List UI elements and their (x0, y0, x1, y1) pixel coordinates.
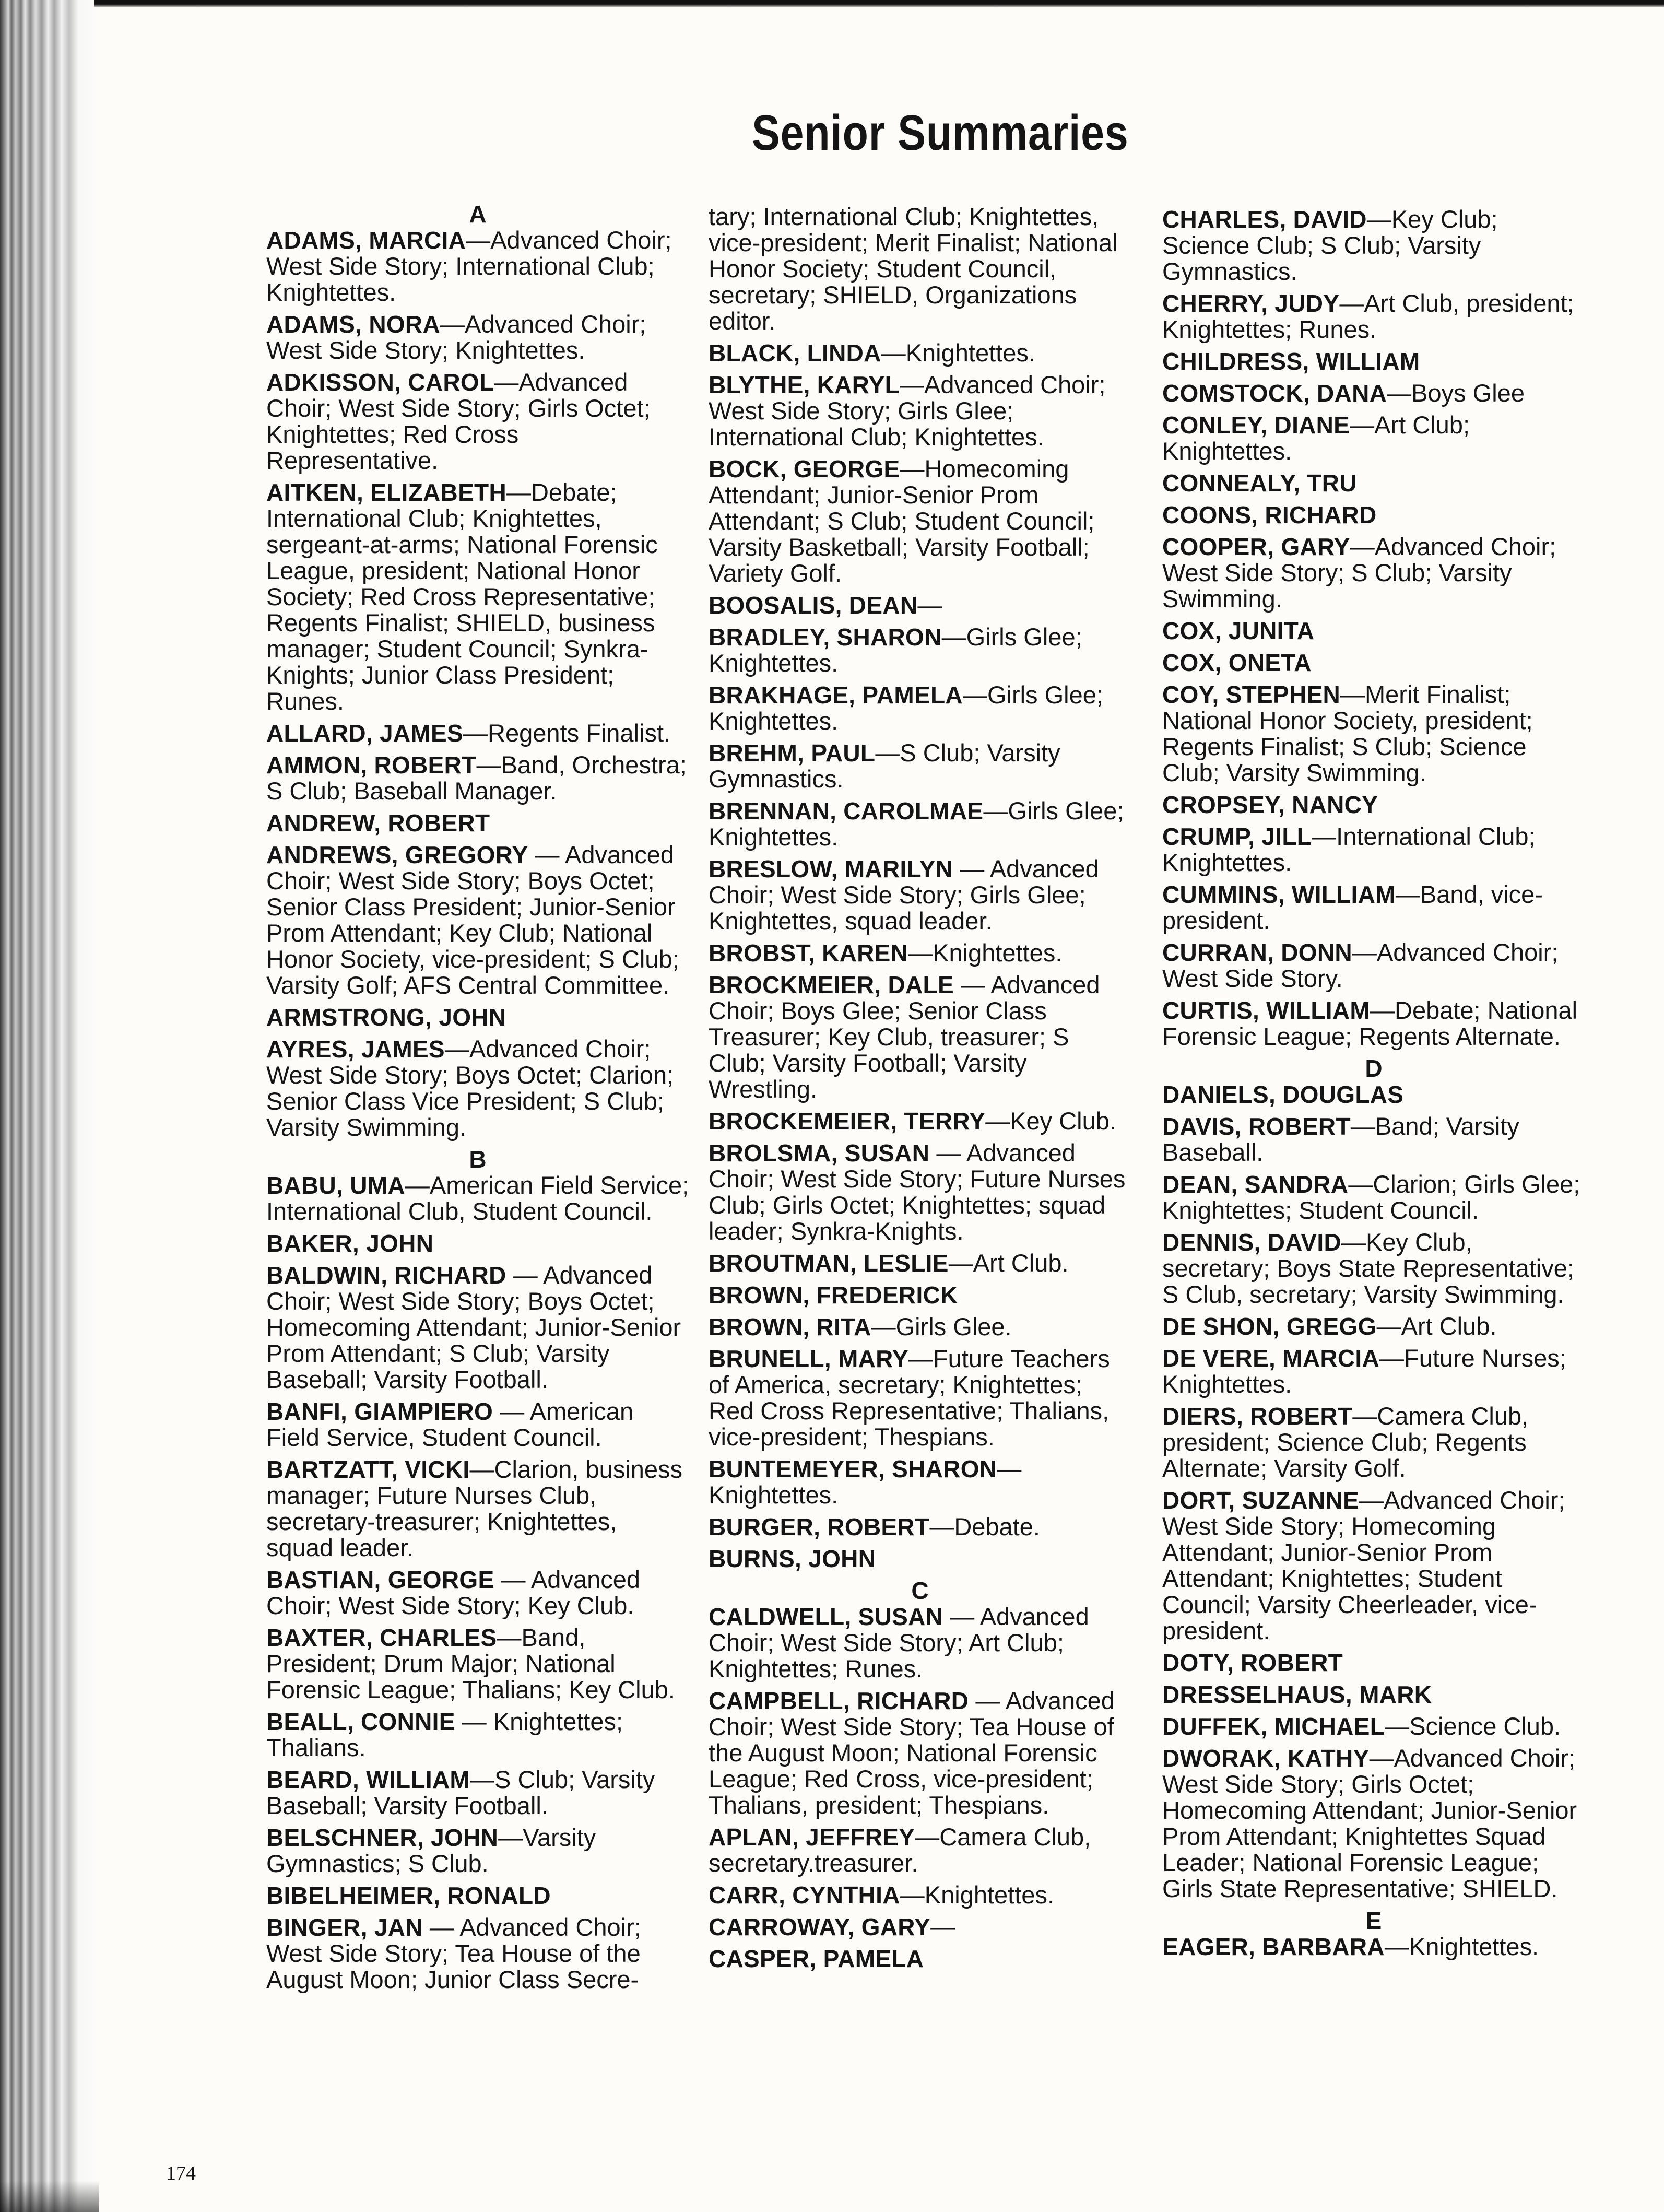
senior-activities: —Advanced Choir; West Side Story; Boys Octet; Clarion; Senior Class Vice President; S Club; Varsity Swimming. (266, 1035, 674, 1141)
top-edge-rule (94, 0, 1664, 7)
senior-name: BRADLEY, SHARON (709, 623, 942, 651)
senior-activities: —Advanced Choir; West Side Story; Homecoming Attendant; Junior-Senior Prom Attendant; Knightettes; Student Council; Varsity Cheerleader, vice-president. (1162, 1486, 1565, 1644)
senior-entry (1162, 412, 1585, 464)
senior-name: BEALL, CONNIE (266, 1708, 455, 1735)
senior-activities: —S Club; Varsity Baseball; Varsity Football. (266, 1766, 655, 1819)
senior-name: DAVIS, ROBERT (1162, 1113, 1351, 1140)
senior-name: BROBST, KAREN (709, 939, 908, 967)
senior-name: BRUNELL, MARY (709, 1345, 908, 1372)
senior-name: CARROWAY, GARY (709, 1913, 931, 1940)
senior-entry (709, 798, 1131, 850)
senior-entry (1162, 1313, 1585, 1339)
text-column-1 (266, 201, 689, 1998)
senior-entry (709, 592, 1131, 618)
senior-activities: —Advanced Choir; West Side Story; Girls Octet; Knightettes; Red Cross Representative. (266, 368, 651, 474)
senior-name: DWORAK, KATHY (1162, 1745, 1370, 1772)
senior-entry (1162, 792, 1585, 818)
section-letter: C (911, 1577, 929, 1604)
senior-entry (709, 1824, 1131, 1876)
senior-name: BIBELHEIMER, RONALD (266, 1882, 551, 1909)
page-number: 174 (166, 2162, 196, 2184)
senior-entry (266, 1709, 689, 1761)
senior-activities: — Advanced Choir; West Side Story; Boys Octet; Homecoming Attendant; Junior-Senior Prom Attendant; S Club; Varsity Baseball; Varsity Football. (266, 1261, 681, 1393)
senior-name: EAGER, BARBARA (1162, 1933, 1385, 1960)
senior-name: BRAKHAGE, PAMELA (709, 681, 963, 709)
senior-activities: —Homecoming Attendant; Junior-Senior Prom Attendant; S Club; Student Council; Varsity Basketball; Varsity Football; Variety Golf. (709, 455, 1095, 587)
senior-entry (266, 720, 689, 746)
senior-entry (1162, 618, 1585, 644)
senior-entry (1162, 1681, 1585, 1708)
senior-entry (266, 1825, 689, 1877)
senior-activities: —Advanced Choir; West Side Story. (1162, 938, 1559, 992)
senior-name: BOCK, GEORGE (709, 455, 900, 483)
senior-name: BANFI, GIAMPIERO (266, 1398, 493, 1425)
senior-name: BAKER, JOHN (266, 1230, 434, 1257)
senior-name: CHERRY, JUDY (1162, 290, 1340, 317)
senior-activities: —Girls Glee; Knightettes. (709, 797, 1124, 851)
senior-entry (709, 972, 1131, 1102)
senior-name: COMSTOCK, DANA (1162, 380, 1387, 407)
senior-name: CONLEY, DIANE (1162, 411, 1350, 439)
senior-activities: — Advanced Choir; West Side Story; Art Club; Knightettes; Runes. (709, 1603, 1089, 1682)
senior-activities: —Key Club. (985, 1107, 1116, 1135)
senior-name: ADKISSON, CAROL (266, 369, 494, 396)
senior-entry (709, 682, 1131, 734)
senior-activities: — Advanced Choir; West Side Story; Boys Octet; Senior Class President; Junior-Senior Prom Attendant; Key Club; National Honor Society, vice-president; S Club; Varsity Golf; AFS Central Committee. (266, 841, 679, 999)
senior-entry (1162, 1745, 1585, 1902)
senior-activities: —Boys Glee (1387, 379, 1525, 407)
senior-entry (266, 1036, 689, 1140)
senior-entry (266, 1172, 689, 1225)
senior-entry (266, 810, 689, 836)
senior-activities: — Advanced Choir; West Side Story; Tea House of the August Moon; National Forensic League; Red Cross, vice-president; Thalians, president; Thespians. (709, 1687, 1115, 1819)
senior-entry (266, 752, 689, 804)
senior-activities: — Advanced Choir; Boys Glee; Senior Class Treasurer; Key Club, treasurer; S Club; Varsity Football; Varsity Wrestling. (709, 971, 1100, 1103)
senior-activities: —Art Club; Knightettes. (1162, 411, 1470, 465)
senior-entry (1162, 1113, 1585, 1166)
senior-entry (709, 204, 1131, 334)
senior-entry (1162, 1345, 1585, 1397)
senior-name: CRUMP, JILL (1162, 823, 1312, 850)
senior-name: ALLARD, JAMES (266, 720, 464, 747)
senior-entry (266, 1230, 689, 1256)
senior-entry (709, 740, 1131, 792)
senior-activities: —Key Club; Science Club; S Club; Varsity Gymnastics. (1162, 205, 1498, 285)
senior-entry (709, 1314, 1131, 1340)
senior-entry (709, 1514, 1131, 1540)
senior-entry (1162, 1487, 1585, 1644)
senior-entry (1162, 502, 1585, 528)
senior-activities: tary; International Club; Knightettes, vice-president; Merit Finalist; National Honor Society; Student Council, secretary; SHIELD, Organizations editor. (709, 203, 1118, 335)
senior-name: BALDWIN, RICHARD (266, 1262, 506, 1289)
senior-entry (709, 1346, 1131, 1450)
book-spine-edge (0, 0, 99, 2212)
senior-name: ADAMS, NORA (266, 311, 440, 338)
senior-name: APLAN, JEFFREY (709, 1823, 915, 1851)
senior-entry (266, 842, 689, 998)
senior-entry (266, 311, 689, 363)
senior-name: CALDWELL, SUSAN (709, 1603, 943, 1630)
senior-activities: —Varsity Gymnastics; S Club. (266, 1823, 596, 1877)
senior-activities: — (917, 591, 942, 619)
senior-name: CHILDRESS, WILLIAM (1162, 348, 1420, 375)
senior-activities: —Art Club. (1376, 1312, 1497, 1340)
senior-activities: — Advanced Choir; West Side Story; Girls Glee; Knightettes, squad leader. (709, 855, 1099, 935)
senior-entry (1162, 681, 1585, 786)
senior-entry (266, 227, 689, 305)
senior-entry (266, 1914, 689, 1993)
senior-entry (709, 1456, 1131, 1508)
senior-name: BEARD, WILLIAM (266, 1766, 470, 1793)
senior-name: DEAN, SANDRA (1162, 1171, 1349, 1198)
senior-activities: —Clarion, business manager; Future Nurses Club, secretary-treasurer; Knightettes, squad leader. (266, 1455, 683, 1561)
senior-activities: —Debate; International Club; Knightettes, sergeant-at-arms; National Forensic League, president; National Honor Society; Red Cross Representative; Regents Finalist; SHIELD, business manager; Student Council; Synkra-Knights; Junior Class President; Runes. (266, 478, 658, 715)
senior-name: BURNS, JOHN (709, 1545, 876, 1572)
senior-activities: —Girls Glee. (871, 1313, 1012, 1340)
senior-entry (1162, 997, 1585, 1050)
senior-entry (1162, 290, 1585, 343)
section-letter: A (469, 201, 487, 228)
senior-activities: —Key Club, secretary; Boys State Representative; S Club, secretary; Varsity Swimming. (1162, 1228, 1574, 1308)
senior-name: CURTIS, WILLIAM (1162, 997, 1370, 1024)
senior-entry (1162, 534, 1585, 612)
senior-name: CHARLES, DAVID (1162, 206, 1367, 233)
senior-entry (709, 1546, 1131, 1572)
senior-entry (1162, 1713, 1585, 1739)
senior-activities: —Knightettes. (908, 939, 1063, 967)
senior-name: BAXTER, CHARLES (266, 1624, 497, 1651)
senior-entry (1162, 1403, 1585, 1481)
senior-name: DE VERE, MARCIA (1162, 1345, 1379, 1372)
senior-entry (266, 1767, 689, 1819)
senior-entry (1162, 206, 1585, 285)
section-letter: D (1365, 1055, 1383, 1082)
senior-name: COX, ONETA (1162, 649, 1312, 676)
senior-activities: —Advanced Choir; West Side Story; Knightettes. (266, 310, 646, 364)
senior-entry (709, 372, 1131, 450)
senior-name: CONNEALY, TRU (1162, 469, 1357, 497)
senior-activities: — Advanced Choir; West Side Story; Key Club. (266, 1566, 641, 1619)
senior-entry (1162, 1229, 1585, 1308)
senior-activities: —International Club; Knightettes. (1162, 822, 1536, 876)
senior-name: BARTZATT, VICKI (266, 1456, 470, 1483)
senior-entry (709, 1914, 1131, 1940)
senior-entry (266, 369, 689, 474)
senior-activities: —Advanced Choir; West Side Story; Girls Glee; International Club; Knightettes. (709, 371, 1106, 451)
senior-name: CURRAN, DONN (1162, 939, 1352, 966)
page-title: Senior Summaries (752, 105, 1129, 161)
senior-activities: —S Club; Varsity Gymnastics. (709, 739, 1060, 793)
senior-activities: —Camera Club, secretary.treasurer. (709, 1823, 1091, 1877)
senior-name: AITKEN, ELIZABETH (266, 479, 506, 506)
senior-name: AYRES, JAMES (266, 1036, 445, 1063)
senior-activities: — Knightettes; Thalians. (266, 1708, 623, 1761)
senior-activities: — American Field Service, Student Council. (266, 1397, 634, 1451)
senior-activities: —Science Club. (1385, 1712, 1561, 1740)
senior-activities: — Advanced Choir; West Side Story; Tea House of the August Moon; Junior Class Secre- (266, 1913, 641, 1993)
senior-entry (266, 1625, 689, 1703)
senior-name: CARR, CYNTHIA (709, 1881, 900, 1909)
senior-entry (709, 1688, 1131, 1818)
section-letter: E (1365, 1907, 1382, 1934)
senior-activities: —Knightettes. (1384, 1933, 1539, 1960)
senior-name: BRENNAN, CAROLMAE (709, 797, 984, 825)
senior-name: DOTY, ROBERT (1162, 1649, 1343, 1676)
senior-activities: — Advanced Choir; West Side Story; Future Nurses Club; Girls Octet; Knightettes; squad leader; Synkra-Knights. (709, 1139, 1126, 1245)
senior-entry (709, 1946, 1131, 1972)
senior-entry (709, 1108, 1131, 1134)
senior-entry (709, 456, 1131, 586)
senior-name: CUMMINS, WILLIAM (1162, 881, 1396, 908)
senior-entry (1162, 1934, 1585, 1960)
senior-name: BROLSMA, SUSAN (709, 1139, 930, 1167)
senior-activities: —Knightettes. (881, 339, 1035, 367)
senior-name: DUFFEK, MICHAEL (1162, 1713, 1385, 1740)
senior-entry (1162, 1171, 1585, 1223)
senior-entry (709, 340, 1131, 366)
senior-entry (1162, 348, 1585, 374)
senior-entry (709, 1140, 1131, 1244)
senior-entry (709, 624, 1131, 676)
senior-entry (1162, 823, 1585, 876)
senior-name: BINGER, JAN (266, 1914, 423, 1941)
senior-entry (1162, 939, 1585, 992)
senior-entry (1162, 881, 1585, 934)
senior-activities: —Band, President; Drum Major; National Forensic League; Thalians; Key Club. (266, 1623, 675, 1703)
senior-name: DANIELS, DOUGLAS (1162, 1081, 1404, 1108)
senior-activities: —Clarion; Girls Glee; Knightettes; Student Council. (1162, 1170, 1580, 1224)
senior-name: CASPER, PAMELA (709, 1945, 924, 1972)
senior-name: ADAMS, MARCIA (266, 227, 466, 254)
senior-activities: — (930, 1913, 955, 1940)
senior-name: ANDREW, ROBERT (266, 809, 490, 837)
senior-entry (266, 1262, 689, 1393)
senior-name: ARMSTRONG, JOHN (266, 1004, 506, 1031)
senior-name: COX, JUNITA (1162, 617, 1315, 644)
senior-name: BLACK, LINDA (709, 339, 881, 367)
senior-entry (709, 1604, 1131, 1682)
senior-activities: —Future Nurses; Knightettes. (1162, 1344, 1566, 1398)
senior-entry (266, 1456, 689, 1561)
senior-activities: —Girls Glee; Knightettes. (709, 681, 1103, 735)
senior-activities: —Camera Club, president; Science Club; Regents Alternate; Varsity Golf. (1162, 1402, 1529, 1482)
senior-activities: —Band; Varsity Baseball. (1162, 1112, 1519, 1166)
senior-name: BELSCHNER, JOHN (266, 1824, 499, 1851)
text-column-2 (709, 204, 1131, 1978)
section-letter: B (469, 1146, 487, 1173)
senior-entry (266, 1004, 689, 1030)
senior-activities: —Advanced Choir; West Side Story; S Club; Varsity Swimming. (1162, 533, 1556, 613)
senior-name: DE SHON, GREGG (1162, 1313, 1377, 1340)
senior-activities: —Knightettes. (709, 1455, 1022, 1509)
senior-name: BUNTEMEYER, SHARON (709, 1455, 997, 1482)
senior-activities: —Band, Orchestra; S Club; Baseball Manager. (266, 751, 687, 805)
senior-activities: —American Field Service; International Club, Student Council. (266, 1171, 689, 1225)
senior-activities: —Art Club, president; Knightettes; Runes. (1162, 289, 1574, 343)
senior-entry (266, 1398, 689, 1451)
senior-name: CROPSEY, NANCY (1162, 791, 1378, 818)
senior-activities: —Band, vice-president. (1162, 880, 1543, 934)
senior-entry (709, 1882, 1131, 1908)
senior-entry (709, 940, 1131, 966)
senior-name: BROCKEMEIER, TERRY (709, 1108, 986, 1135)
page-shadow (0, 2181, 99, 2212)
senior-activities: —Knightettes. (900, 1881, 1054, 1909)
senior-activities: —Merit Finalist; National Honor Society, president; Regents Finalist; S Club; Science Club; Varsity Swimming. (1162, 680, 1533, 786)
senior-name: COOPER, GARY (1162, 533, 1350, 560)
senior-name: AMMON, ROBERT (266, 751, 477, 779)
senior-entry (266, 1882, 689, 1909)
senior-activities: —Art Club. (948, 1249, 1069, 1277)
senior-name: BABU, UMA (266, 1172, 405, 1199)
senior-name: BREHM, PAUL (709, 739, 876, 767)
senior-name: BASTIAN, GEORGE (266, 1566, 494, 1593)
senior-entry (1162, 380, 1585, 406)
senior-name: CAMPBELL, RICHARD (709, 1687, 969, 1714)
senior-activities: —Girls Glee; Knightettes. (709, 623, 1082, 677)
senior-name: DRESSELHAUS, MARK (1162, 1681, 1432, 1708)
senior-entry (1162, 1650, 1585, 1676)
senior-name: BLYTHE, KARYL (709, 371, 900, 398)
senior-activities: —Debate; National Forensic League; Regents Alternate. (1162, 996, 1578, 1050)
senior-name: DORT, SUZANNE (1162, 1487, 1360, 1514)
senior-entry (266, 1567, 689, 1619)
senior-activities: —Debate. (929, 1513, 1040, 1540)
senior-name: BROWN, FREDERICK (709, 1281, 958, 1309)
text-column-3 (1162, 206, 1585, 1966)
senior-activities: —Advanced Choir; West Side Story; Girls Octet; Homecoming Attendant; Junior-Senior Prom Attendant; Knightettes Squad Leader; National Forensic League; Girls State Representative; SHIELD. (1162, 1744, 1577, 1902)
senior-activities: —Advanced Choir; West Side Story; International Club; Knightettes. (266, 226, 672, 306)
senior-name: ANDREWS, GREGORY (266, 841, 528, 868)
senior-name: COONS, RICHARD (1162, 501, 1377, 528)
senior-entry (1162, 470, 1585, 496)
senior-activities: —Regents Finalist. (463, 719, 671, 747)
senior-entry (1162, 1081, 1585, 1108)
senior-name: BROUTMAN, LESLIE (709, 1250, 949, 1277)
senior-entry (709, 1250, 1131, 1276)
senior-name: BROWN, RITA (709, 1313, 871, 1340)
senior-activities: —Future Teachers of America, secretary; Knightettes; Red Cross Representative; Thalians, vice-president; Thespians. (709, 1345, 1110, 1451)
senior-entry (709, 856, 1131, 934)
senior-name: BURGER, ROBERT (709, 1513, 930, 1540)
senior-entry (266, 479, 689, 714)
senior-name: DIERS, ROBERT (1162, 1403, 1353, 1430)
senior-entry (709, 1282, 1131, 1308)
senior-name: BRESLOW, MARILYN (709, 855, 953, 883)
senior-name: DENNIS, DAVID (1162, 1229, 1341, 1256)
senior-name: BROCKMEIER, DALE (709, 971, 954, 998)
senior-name: COY, STEPHEN (1162, 681, 1341, 708)
senior-name: BOOSALIS, DEAN (709, 592, 918, 619)
senior-entry (1162, 650, 1585, 676)
